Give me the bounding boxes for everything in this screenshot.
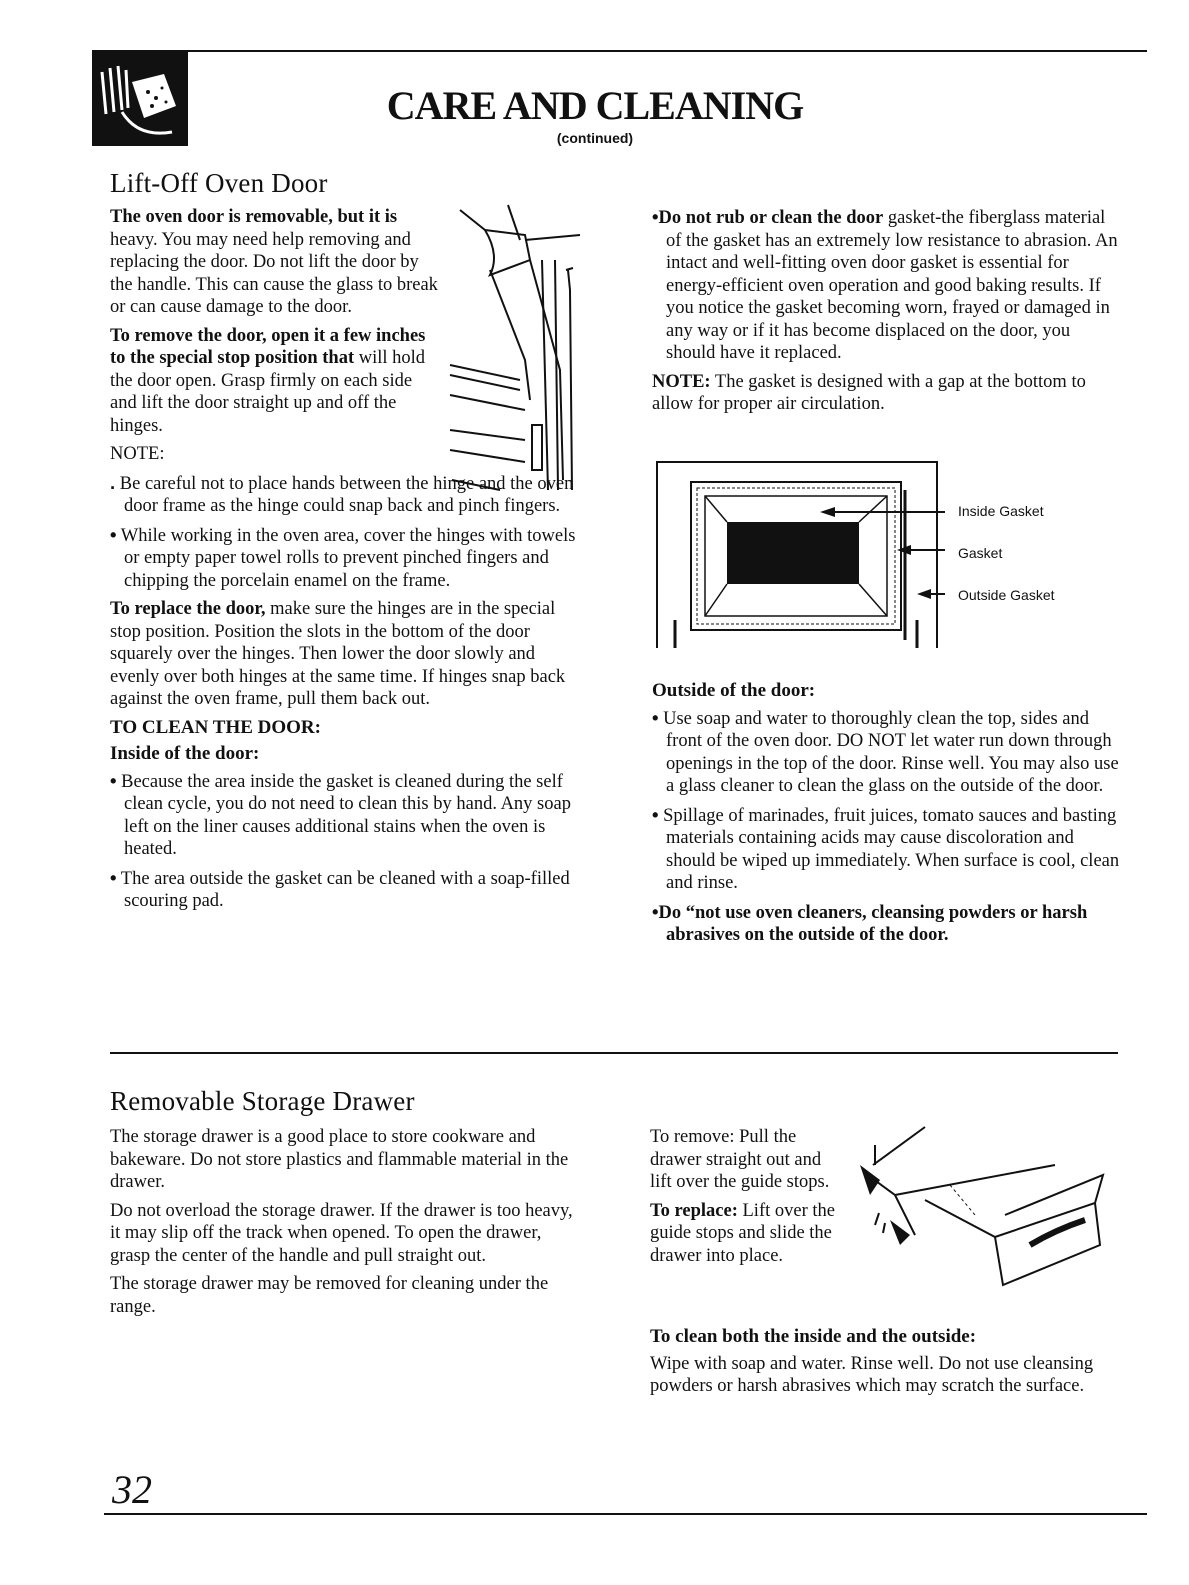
- drawer-clean-section: [650, 1322, 1150, 1404]
- gasket-right-column: [652, 206, 1122, 422]
- list-item-soap-water: • Use soap and water to thoroughly clean the top, sides and front of the oven door. DO NOT let water run down through openings in the top of the door. Rinse well. You may also use a glass cleaner to clean the glass on the outside of the door.: [652, 706, 1119, 796]
- note-label: NOTE:: [110, 444, 165, 464]
- hand-sponge-icon: [92, 52, 188, 146]
- replace-door-paragraph: To replace the door, make sure the hinges are in the special stop position. Position the slots in the bottom of the door squarely over the hinges. Then lower the door slowly and evenly over both hinges at the same time. If hinges snap back against the oven frame, pull them back out.: [110, 599, 566, 709]
- drawer-clean-text: Wipe with soap and water. Rinse well. Do not use cleansing powders or harsh abrasives which may scratch the surface.: [650, 1353, 1094, 1396]
- bottom-rule: [104, 1513, 1147, 1515]
- remove-door-paragraph: To remove the door, open it a few inches to the special stop position that will hold the door open. Grasp firmly on each side and lift the door straight up and off the hinges.: [110, 325, 426, 436]
- list-item-no-oven-cleaners: •Do “not use oven cleaners, cleansing powders or harsh abrasives on the outside of the door.: [652, 900, 1088, 945]
- bullet-icon: •: [652, 206, 659, 227]
- inside-gasket-label: Inside Gasket: [958, 503, 1044, 519]
- list-item-spillage: • Spillage of marinades, fruit juices, tomato sauces and basting materials containing acids may cause discoloration and should be wiped up immediately. When surface is cool, clean and rinse.: [652, 803, 1120, 893]
- gasket-label: Gasket: [958, 545, 1003, 561]
- list-item-scouring-pad: • The area outside the gasket can be cleaned with a soap-filled scouring pad.: [110, 866, 570, 911]
- inside-door-heading: Inside of the door:: [110, 743, 260, 764]
- list-item-self-clean: • Because the area inside the gasket is cleaned during the self clean cycle, you do not need to clean this by hand. Any soap left on the liner causes additional stains when the oven is heated.: [110, 769, 571, 859]
- bullet-icon: •: [652, 803, 659, 825]
- list-item-hinge-warning: . Be careful not to place hands between the hinge and the oven door frame as the hinge could snap back and pinch fingers.: [110, 471, 574, 516]
- drawer-remove-paragraph: To remove: Pull the drawer straight out and lift over the guide stops.: [650, 1127, 830, 1192]
- bullet-icon: •: [110, 523, 117, 545]
- top-rule: [92, 50, 1147, 52]
- outside-gasket-label: Outside Gasket: [958, 587, 1055, 603]
- gasket-diagram: [655, 460, 945, 650]
- list-item-gasket-warning: •Do not rub or clean the door gasket-the fiberglass material of the gasket has an extremely low resistance to abrasion. An intact and well-fitting oven door gasket is essential for energy-efficient oven operation and good baking results. If you notice the gasket becoming worn, frayed or damaged in any way or if it has become displaced on the door, you should have it replaced.: [652, 206, 1118, 363]
- bullet-icon: •: [652, 706, 659, 728]
- list-item-cover-hinges: • While working in the oven area, cover the hinges with towels or empty paper towel rolls to prevent pinched fingers and chipping the porcelain enamel on the frame.: [110, 523, 576, 591]
- section-heading-storage-drawer: Removable Storage Drawer: [110, 1086, 415, 1116]
- lift-off-left-column: [110, 206, 580, 919]
- clean-door-heading: TO CLEAN THE DOOR:: [110, 716, 321, 738]
- bullet-icon: •: [652, 900, 659, 922]
- outside-door-heading: Outside of the door:: [652, 680, 816, 701]
- section-divider: [110, 1052, 1118, 1054]
- drawer-paragraph-2: Do not overload the storage drawer. If the drawer is too heavy, it may slip off the track when opened. To open the drawer, grasp the center of the handle and pull straight out.: [110, 1200, 573, 1266]
- outside-door-column: [652, 676, 1122, 953]
- drawer-left-column: [110, 1126, 580, 1324]
- page-subtitle: (continued): [556, 130, 634, 146]
- section-heading-lift-off-door: Lift-Off Oven Door: [110, 168, 328, 198]
- bullet-icon: .: [110, 471, 116, 493]
- lift-off-paragraph-1: The oven door is removable, but it is heavy. You may need help removing and replacing the door. Do not lift the door by the handle. This can cause the glass to break or can cause damage to the door.: [110, 207, 438, 317]
- bullet-icon: •: [110, 866, 117, 888]
- drawer-illustration: [855, 1125, 1115, 1290]
- bullet-icon: •: [110, 769, 117, 791]
- page-number: 32: [112, 1467, 152, 1512]
- drawer-paragraph-3: The storage drawer may be removed for cleaning under the range.: [110, 1274, 549, 1317]
- drawer-remove-text: [650, 1126, 840, 1273]
- drawer-paragraph-1: The storage drawer is a good place to store cookware and bakeware. Do not store plastics and flammable material in the drawer.: [110, 1127, 569, 1192]
- drawer-replace-paragraph: To replace: Lift over the guide stops and slide the drawer into place.: [650, 1200, 835, 1266]
- drawer-clean-heading: To clean both the inside and the outside:: [650, 1326, 977, 1347]
- gasket-note: NOTE: The gasket is designed with a gap at the bottom to allow for proper air circulation.: [652, 371, 1086, 414]
- page-title: CARE AND CLEANING: [386, 83, 804, 128]
